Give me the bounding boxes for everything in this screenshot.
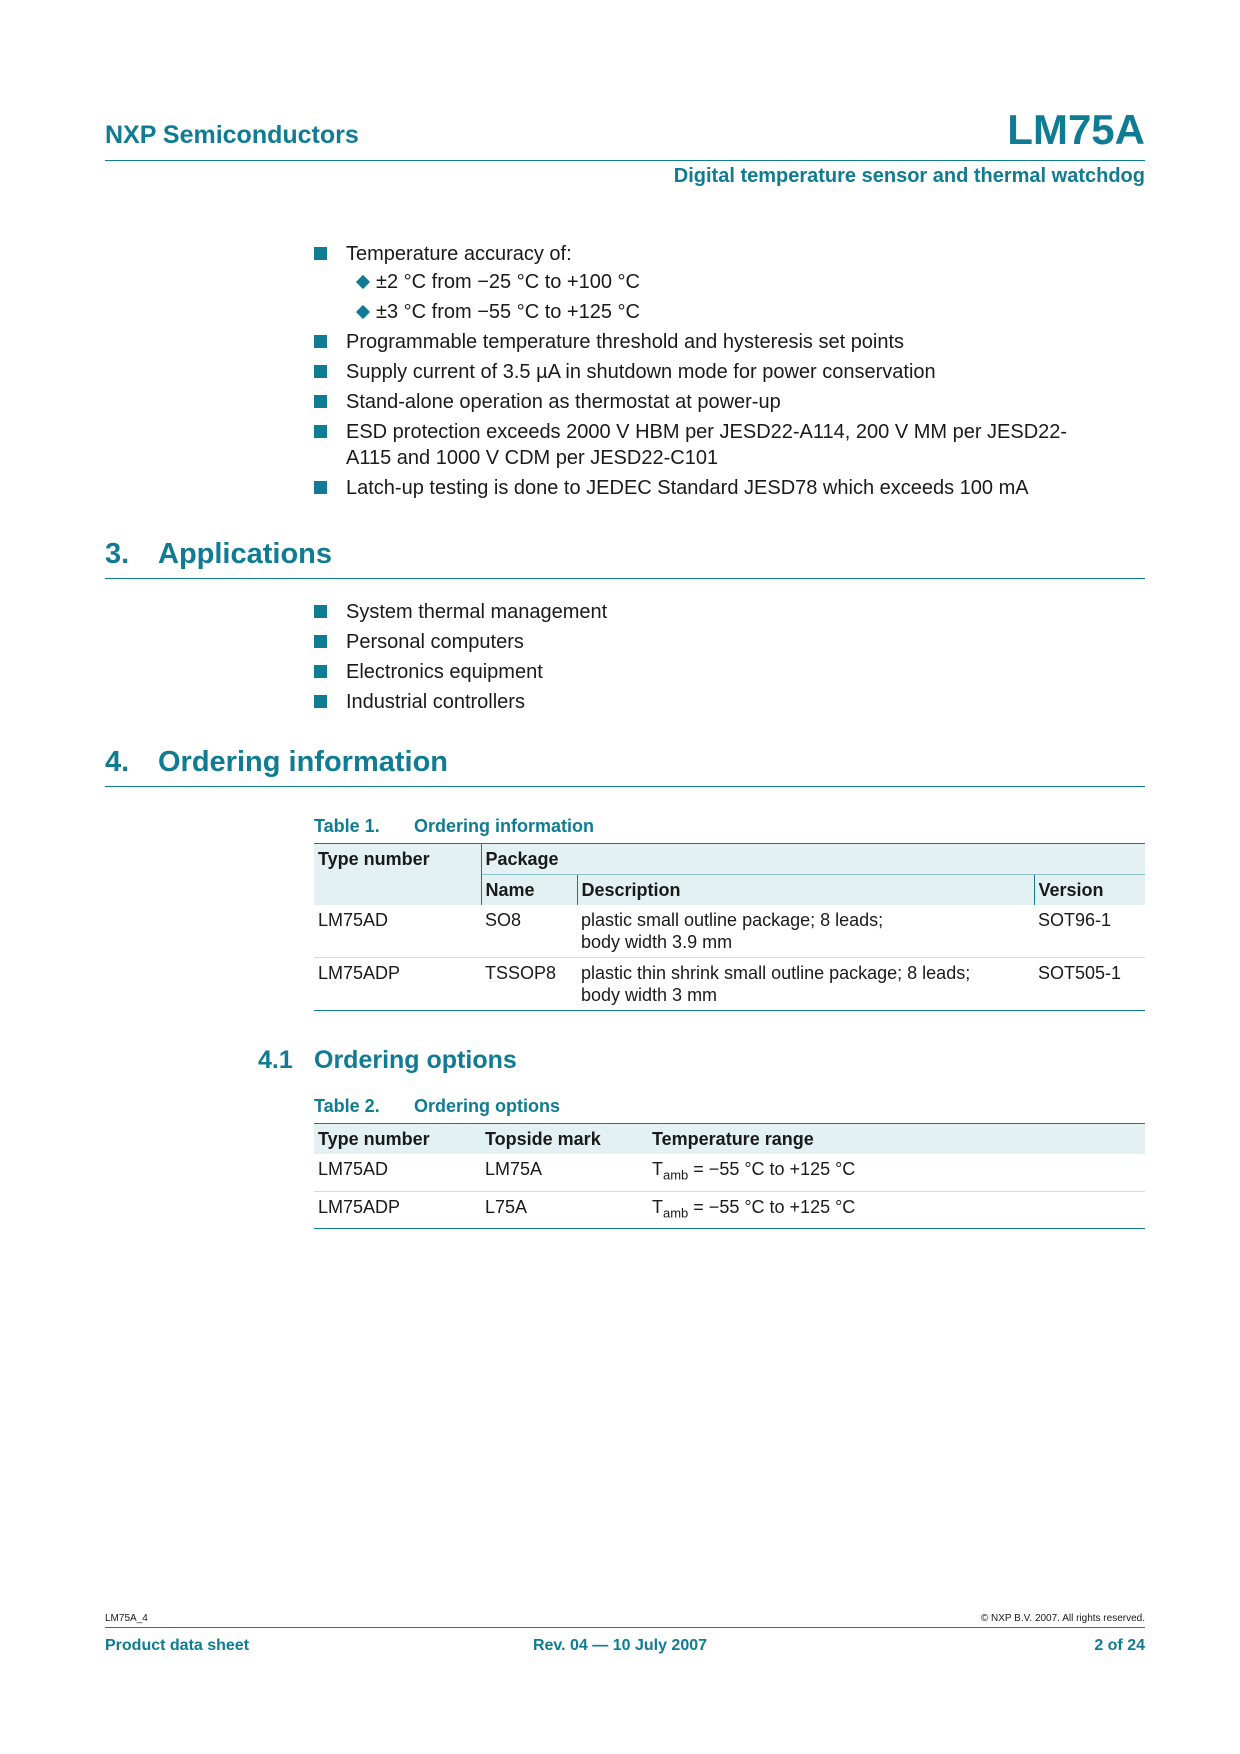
- square-bullet-icon: [314, 247, 327, 260]
- footer-rule: [105, 1627, 1145, 1628]
- square-bullet-icon: [314, 695, 327, 708]
- header-version: Version: [1034, 875, 1145, 906]
- footer-doc-type: Product data sheet: [105, 1637, 250, 1654]
- header-rule: [105, 160, 1145, 161]
- cell-temperature-range: [648, 1154, 1145, 1191]
- list-item-text: ESD protection exceeds 2000 V HBM per JESD22-A114, 200 V MM per JESD22-A115 and 1000 V CDM per JESD22-C101: [346, 421, 1068, 469]
- range-text: = −55 °C to +125 °C: [688, 1196, 856, 1217]
- range-text: = −55 °C to +125 °C: [688, 1159, 856, 1179]
- description-line: plastic thin shrink small outline package; 8 leads;: [581, 963, 971, 983]
- section-rule: [105, 578, 1145, 579]
- table-row: [314, 1191, 1145, 1229]
- header-topside-mark: Topside mark: [481, 1124, 648, 1155]
- footer-doc-id: LM75A_4: [105, 1613, 148, 1624]
- symbol-t: T: [652, 1196, 663, 1217]
- table-caption-text: Ordering information: [414, 816, 594, 836]
- accuracy-sublist: [346, 269, 1076, 325]
- cell-name: TSSOP8: [481, 958, 577, 1011]
- list-item-text: Latch-up testing is done to JEDEC Standard JESD78 which exceeds 100 mA: [346, 477, 1029, 499]
- table-row: [314, 905, 1145, 958]
- section-rule: [105, 786, 1145, 787]
- list-item: [314, 689, 607, 715]
- list-item: [314, 475, 1076, 501]
- section-heading-ordering: [105, 746, 448, 779]
- header-description: Description: [577, 875, 1034, 906]
- table-number: Table 2.: [314, 1096, 380, 1116]
- square-bullet-icon: [314, 425, 327, 438]
- company-name: NXP Semiconductors: [105, 121, 359, 149]
- section-number: 4.: [105, 746, 130, 778]
- list-item: [314, 359, 1076, 385]
- square-bullet-icon: [314, 481, 327, 494]
- table2-caption: [314, 1096, 560, 1117]
- features-list: [314, 241, 1076, 505]
- table-row: [314, 958, 1145, 1011]
- cell-type-number: LM75ADP: [314, 1191, 481, 1229]
- header-type-number: Type number: [314, 1124, 481, 1155]
- table-row: [314, 1154, 1145, 1191]
- list-item-text: Temperature accuracy of:: [346, 243, 572, 265]
- square-bullet-icon: [314, 665, 327, 678]
- list-item: [346, 269, 1076, 295]
- section-title: Ordering information: [158, 746, 448, 778]
- description-line: body width 3 mm: [581, 985, 718, 1005]
- list-item-text: Supply current of 3.5 µA in shutdown mode for power conservation: [346, 361, 936, 383]
- diamond-bullet-icon: [356, 305, 370, 319]
- subsection-heading-ordering-options: [258, 1046, 517, 1075]
- applications-list: [314, 599, 607, 719]
- list-item: [314, 329, 1076, 355]
- symbol-subscript: amb: [663, 1205, 689, 1221]
- list-item: [314, 241, 1076, 325]
- cell-temperature-range: [648, 1191, 1145, 1229]
- cell-description: [577, 958, 1034, 1011]
- section-heading-applications: [105, 538, 332, 571]
- list-item-text: ±3 °C from −55 °C to +125 °C: [376, 301, 640, 323]
- square-bullet-icon: [314, 365, 327, 378]
- header-type-number: Type number: [314, 844, 481, 906]
- header-name: Name: [481, 875, 577, 906]
- list-item-text: Electronics equipment: [346, 661, 543, 683]
- list-item: [314, 419, 1076, 471]
- cell-type-number: LM75AD: [318, 1159, 389, 1179]
- list-item-text: ±2 °C from −25 °C to +100 °C: [376, 271, 640, 293]
- symbol-t: T: [652, 1159, 663, 1179]
- footer-page-number: 2 of 24: [1094, 1637, 1145, 1654]
- square-bullet-icon: [314, 605, 327, 618]
- list-item-text: Stand-alone operation as thermostat at power-up: [346, 391, 781, 413]
- header-temperature-range: Temperature range: [648, 1124, 1145, 1155]
- table-number: Table 1.: [314, 816, 380, 836]
- subsection-title: Ordering options: [314, 1046, 517, 1074]
- list-item-text: Industrial controllers: [346, 691, 525, 713]
- description-line: body width 3.9 mm: [581, 932, 733, 952]
- cell-description: [577, 905, 1034, 958]
- cell-topside-mark: LM75A: [485, 1159, 543, 1179]
- ordering-information-table: [314, 843, 1145, 1011]
- ordering-options-table: [314, 1123, 1145, 1229]
- list-item: [346, 299, 1076, 325]
- list-item-text: System thermal management: [346, 601, 608, 623]
- table1-caption: [314, 816, 594, 837]
- cell-topside-mark: L75A: [481, 1191, 648, 1229]
- description-line: plastic small outline package; 8 leads;: [581, 910, 884, 930]
- cell-version: SOT505-1: [1034, 958, 1145, 1011]
- subsection-number: 4.1: [258, 1046, 293, 1074]
- header-package: Package: [481, 844, 1145, 875]
- table-caption-text: Ordering options: [414, 1096, 560, 1116]
- list-item-text: Programmable temperature threshold and hysteresis set points: [346, 331, 905, 353]
- symbol-subscript: amb: [663, 1167, 689, 1183]
- cell-version: SOT96-1: [1038, 910, 1112, 930]
- section-title: Applications: [158, 538, 333, 570]
- footer-revision: Rev. 04 — 10 July 2007: [532, 1637, 708, 1654]
- cell-type-number: LM75AD: [318, 910, 389, 930]
- list-item: [314, 629, 607, 655]
- list-item: [314, 389, 1076, 415]
- square-bullet-icon: [314, 335, 327, 348]
- document-subtitle: Digital temperature sensor and thermal watchdog: [673, 165, 1145, 187]
- list-item: [314, 599, 607, 625]
- list-item: [314, 659, 607, 685]
- product-name: LM75A: [1007, 106, 1145, 153]
- square-bullet-icon: [314, 635, 327, 648]
- section-number: 3.: [105, 538, 130, 570]
- cell-type-number: LM75ADP: [314, 958, 481, 1011]
- cell-name: SO8: [485, 910, 522, 930]
- list-item-text: Personal computers: [346, 631, 524, 653]
- square-bullet-icon: [314, 395, 327, 408]
- footer-copyright: © NXP B.V. 2007. All rights reserved.: [980, 1613, 1145, 1624]
- diamond-bullet-icon: [356, 275, 370, 289]
